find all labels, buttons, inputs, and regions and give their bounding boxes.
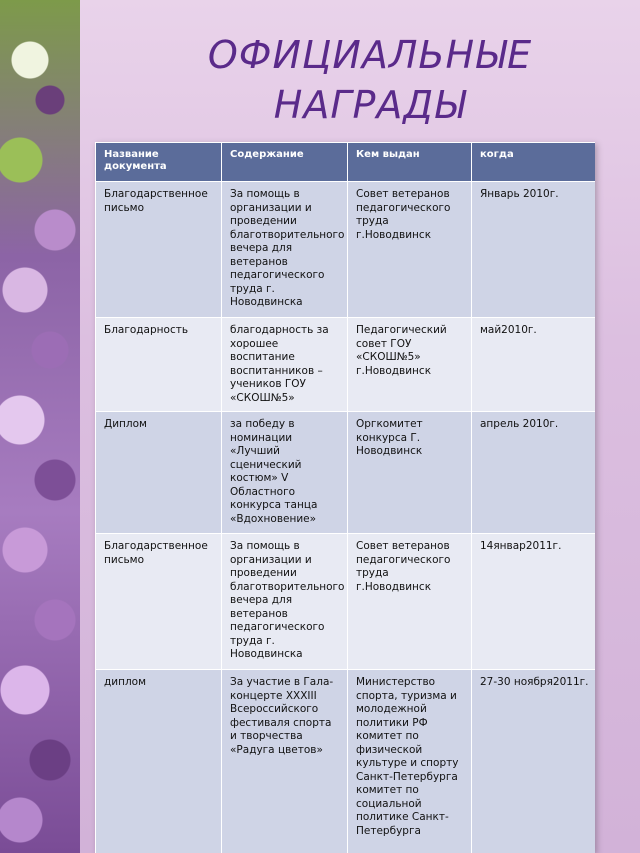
cell-issued-by: Оргкомитет конкурса Г. Новодвинск <box>348 412 472 534</box>
table-row <box>96 318 596 412</box>
table-row <box>96 182 596 318</box>
cell-date: май2010г. <box>472 318 596 412</box>
page-title: ОФИЦИАЛЬНЫЕ НАГРАДЫ <box>207 33 533 127</box>
cell-content: За помощь в организации и проведении благотворительного вечера для ветеранов педагогического труда г. Новодвинска <box>222 182 348 318</box>
cell-document-name: Благодарственное письмо <box>96 534 222 670</box>
cell-issued-by: Педагогический совет ГОУ «СКОШ№5» г.Новодвинск <box>348 318 472 412</box>
awards-table <box>95 142 595 853</box>
cell-issued-by: Совет ветеранов педагогического труда г.Новодвинск <box>348 182 472 318</box>
table-header-row <box>96 143 596 182</box>
cell-date: 27-30 ноября2011г. <box>472 670 596 853</box>
awards-table-container <box>95 142 595 853</box>
header-content: Содержание <box>222 143 348 182</box>
cell-content: За помощь в организации и проведении благотворительного вечера для ветеранов педагогического труда г. Новодвинска <box>222 534 348 670</box>
cell-content: За участие в Гала-концерте XXXIII Всероссийского фестиваля спорта и творчества «Радуга цветов» <box>222 670 348 853</box>
cell-date: апрель 2010г. <box>472 412 596 534</box>
cell-document-name: Благодарственное письмо <box>96 182 222 318</box>
cell-content: благодарность за хорошее воспитание воспитанников – учеников ГОУ «СКОШ№5» <box>222 318 348 412</box>
table-row <box>96 670 596 853</box>
table-row <box>96 412 596 534</box>
cell-date: 14январ2011г. <box>472 534 596 670</box>
table-row <box>96 534 596 670</box>
cell-document-name: Диплом <box>96 412 222 534</box>
cell-date: Январь 2010г. <box>472 182 596 318</box>
cell-content: за победу в номинации «Лучший сценический костюм» V Областного конкурса танца «Вдохновение» <box>222 412 348 534</box>
cell-issued-by: Министерство спорта, туризма и молодежной политики РФ комитет по физической культуре и спорту Санкт-Петербурга комитет по социальной политике Санкт-Петербурга <box>348 670 472 853</box>
header-document-name: Название документа <box>96 143 222 182</box>
header-issued-by: Кем выдан <box>348 143 472 182</box>
cell-document-name: диплом <box>96 670 222 853</box>
lilac-flowers-image <box>0 0 80 853</box>
header-date: когда <box>472 143 596 182</box>
cell-document-name: Благодарность <box>96 318 222 412</box>
cell-issued-by: Совет ветеранов педагогического труда г.Новодвинск <box>348 534 472 670</box>
